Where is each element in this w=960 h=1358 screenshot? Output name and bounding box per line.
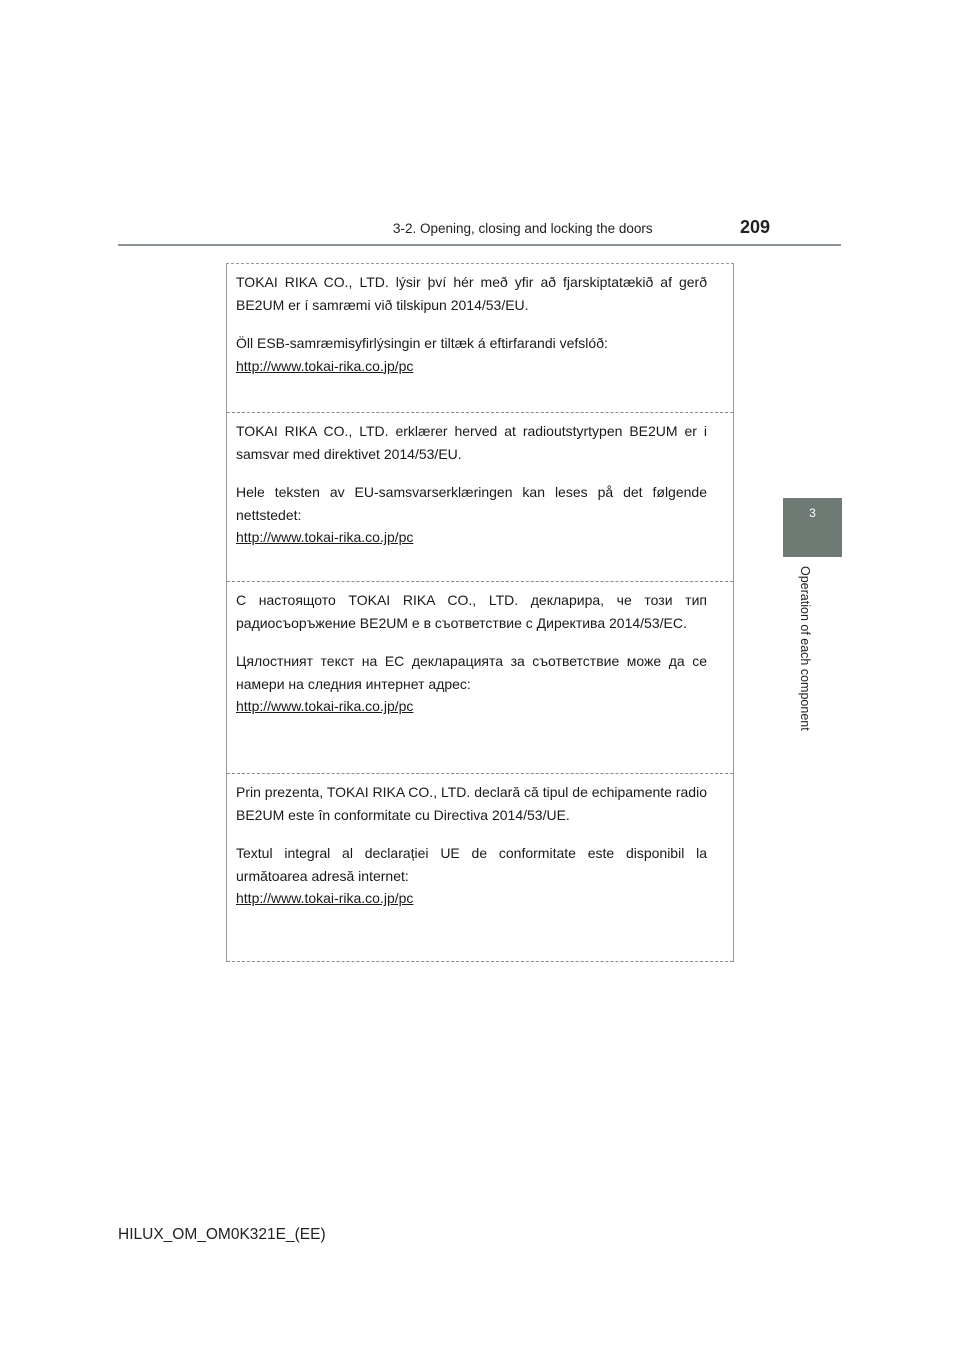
declaration-icelandic	[227, 264, 733, 413]
declaration-full-text-note: Hele teksten av EU-samsvarserklæringen kan leses på det følgende nettstedet:	[236, 484, 707, 523]
declaration-statement: С настоящото TOKAI RIKA CO., LTD. декларира, че този тип радиосъоръжение BE2UM е в съответствие с Директива 2014/53/ЕС.	[236, 592, 707, 631]
chapter-side-label: Operation of each component	[798, 566, 812, 731]
declaration-full-text-note: Textul integral al declarației UE de conformitate este disponibil la următoarea adresă internet:	[236, 845, 707, 884]
declaration-romanian	[227, 774, 733, 962]
page-number: 209	[740, 217, 771, 237]
declaration-table	[226, 263, 734, 962]
declaration-url-link[interactable]: http://www.tokai-rika.co.jp/pc	[236, 890, 414, 906]
declaration-url-link[interactable]: http://www.tokai-rika.co.jp/pc	[236, 529, 414, 545]
chapter-tab: 3	[783, 498, 842, 557]
declaration-norwegian	[227, 413, 733, 582]
document-code: HILUX_OM_OM0K321E_(EE)	[118, 1226, 326, 1243]
declaration-statement: TOKAI RIKA CO., LTD. lýsir því hér með yfir að fjarskiptatækið af gerð BE2UM er í samræmi við tilskipun 2014/53/EU.	[236, 274, 707, 313]
declaration-full-text-note: Öll ESB-samræmisyfirlýsingin er tiltæk á eftirfarandi vefslóð:	[236, 335, 608, 351]
declaration-full-text-note: Цялостният текст на ЕС декларацията за съответствие може да се намери на следния интернет адрес:	[236, 653, 707, 692]
declaration-statement: Prin prezenta, TOKAI RIKA CO., LTD. declară că tipul de echipamente radio BE2UM este în conformitate cu Directiva 2014/53/UE.	[236, 784, 707, 823]
declaration-statement: TOKAI RIKA CO., LTD. erklærer herved at radioutstyrtypen BE2UM er i samsvar med direktivet 2014/53/EU.	[236, 423, 707, 462]
declaration-url-link[interactable]: http://www.tokai-rika.co.jp/pc	[236, 357, 414, 374]
section-title: 3-2. Opening, closing and locking the doors	[393, 221, 653, 236]
header-divider	[118, 244, 841, 246]
declaration-bulgarian	[227, 582, 733, 774]
declaration-url-link[interactable]: http://www.tokai-rika.co.jp/pc	[236, 698, 414, 714]
